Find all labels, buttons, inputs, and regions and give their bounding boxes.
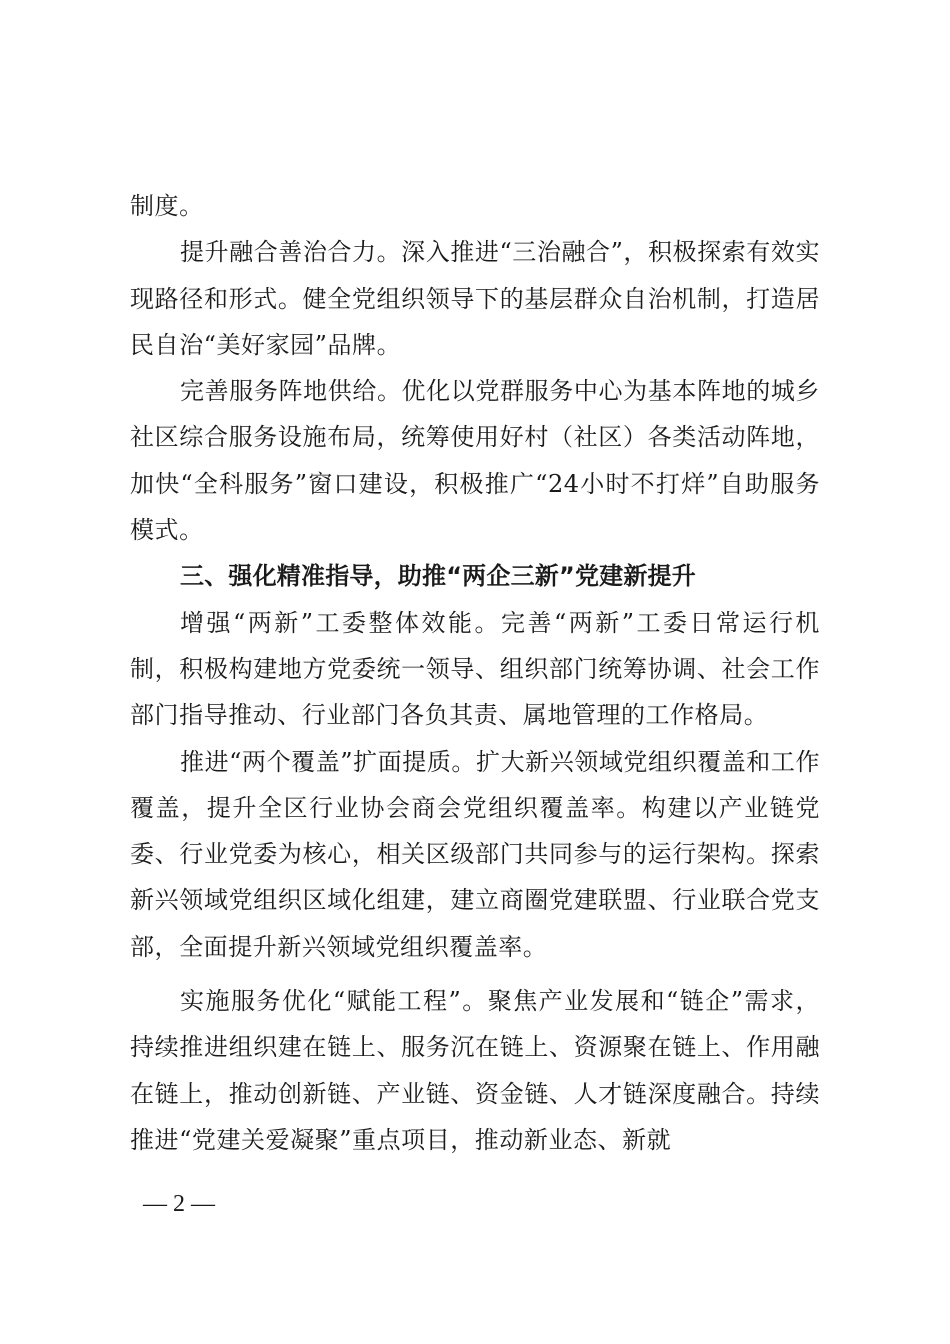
- paragraph-governance: 提升融合善治合力。深入推进“三治融合”，积极探索有效实现路径和形式。健全党组织领导下的基层群众自治机制，打造居民自治“美好家园”品牌。: [130, 238, 820, 359]
- page-number: — 2 —: [143, 1191, 215, 1217]
- paragraph-working-committee: 增强“两新”工委整体效能。完善“两新”工委日常运行机制，积极构建地方党委统一领导、组织部门统筹协调、社会工作部门指导推动、行业部门各负其责、属地管理的工作格局。: [130, 608, 820, 730]
- paragraph-two-coverages: 推进“两个覆盖”扩面提质。扩大新兴领域党组织覆盖和工作覆盖，提升全区行业协会商会党组织覆盖率。构建以产业链党委、行业党委为核心，相关区级部门共同参与的运行架构。探索新兴领域党组织区域化组建，建立商圈党建联盟、行业联合党支部，全面提升新兴领域党组织覆盖率。: [130, 747, 820, 961]
- paragraph-empowerment: 实施服务优化“赋能工程”。聚焦产业发展和“链企”需求，持续推进组织建在链上、服务沉在链上、资源聚在链上、作用融在链上，推动创新链、产业链、资金链、人才链深度融合。持续推进“党建关爱凝聚”重点项目，推动新业态、新就: [130, 987, 820, 1154]
- paragraph-gap: [130, 970, 820, 978]
- section-heading: 三、强化精准指导，助推“两企三新”党建新提升: [180, 562, 696, 591]
- paragraph-service-venues: 完善服务阵地供给。优化以党群服务中心为基本阵地的城乡社区综合服务设施布局，统筹使用好村（社区）各类活动阵地，加快“全科服务”窗口建设，积极推广“24小时不打烊”自助服务模式。: [130, 377, 820, 545]
- paragraph-continuation: 制度。: [130, 192, 204, 220]
- document-body: [130, 183, 820, 1163]
